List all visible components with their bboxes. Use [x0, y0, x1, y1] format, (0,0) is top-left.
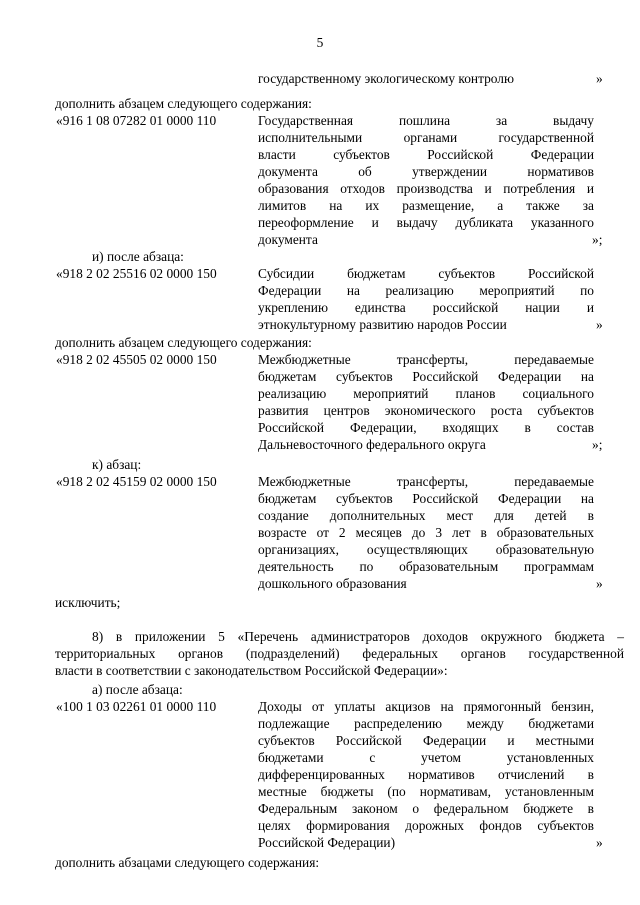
paragraph-line: 8) в приложении 5 «Перечень администраторов доходов окружного бюджета – [92, 629, 624, 644]
plain-line: дополнить абзацем следующего содержания: [55, 96, 312, 111]
closing-quote: » [596, 835, 603, 850]
paragraph-line: территориальных органов (подразделений) федеральных органов государственной [55, 646, 624, 661]
entry-text-line: Субсидии бюджетам субъектов Российской [258, 266, 594, 281]
closing-quote: »; [592, 437, 603, 452]
entry-text-line: укреплению единства российской нации и [258, 300, 594, 315]
entry-text-line: государственному экологическому контролю [258, 71, 514, 86]
entry-text-line: переоформление и выдачу дубликата указанного [258, 215, 594, 230]
entry-text-line: создание дополнительных мест для детей в [258, 508, 594, 523]
entry-text-line: лимитов на их размещение, а также за [258, 198, 594, 213]
plain-line: а) после абзаца: [92, 682, 183, 697]
entry-text-line: реализацию мероприятий планов социального [258, 386, 594, 401]
plain-line: дополнить абзацами следующего содержания: [55, 855, 320, 870]
plain-line: и) после абзаца: [92, 249, 184, 264]
closing-quote: » [596, 71, 603, 86]
entry-text-line: этнокультурному развитию народов России [258, 317, 507, 332]
entry-text-line: Федерации на реализацию мероприятий по [258, 283, 594, 298]
budget-code: «916 1 08 07282 01 0000 110 [56, 113, 217, 128]
entry-text-line: целях формирования дорожных фондов субъектов [258, 818, 594, 833]
entry-text-line: документа об утверждении нормативов [258, 164, 594, 179]
entry-text-line: Российской Федерации, входящих в состав [258, 420, 594, 435]
entry-text-line: бюджетами с учетом установленных [258, 750, 594, 765]
budget-code: «918 2 02 45505 02 0000 150 [56, 352, 217, 367]
entry-text-line: подлежащие распределению между бюджетами [258, 716, 594, 731]
entry-text-line: Федеральным законом о федеральном бюджете в [258, 801, 594, 816]
entry-text-line: дифференцированных нормативов отчислений в [258, 767, 594, 782]
closing-quote: » [596, 317, 603, 332]
entry-text-line: Межбюджетные трансферты, передаваемые [258, 474, 594, 489]
entry-text-line: местные бюджеты (по нормативам, установленным [258, 784, 594, 799]
entry-text-line: субъектов Российской Федерации и местными [258, 733, 594, 748]
entry-text-line: развития центров экономического роста субъектов [258, 403, 594, 418]
entry-text-line: возрасте от 2 месяцев до 3 лет в образовательных [258, 525, 594, 540]
plain-line: дополнить абзацем следующего содержания: [55, 335, 312, 350]
budget-code: «918 2 02 45159 02 0000 150 [56, 474, 217, 489]
page-number: 5 [316, 35, 324, 50]
entry-text-line: Межбюджетные трансферты, передаваемые [258, 352, 594, 367]
closing-quote: »; [592, 232, 603, 247]
budget-code: «918 2 02 25516 02 0000 150 [56, 266, 217, 281]
entry-text-line: Российской Федерации) [258, 835, 396, 850]
entry-text-line: дошкольного образования [258, 576, 407, 591]
entry-text-line: Государственная пошлина за выдачу [258, 113, 594, 128]
entry-text-line: власти субъектов Российской Федерации [258, 147, 594, 162]
entry-text-line: Дальневосточного федерального округа [258, 437, 486, 452]
paragraph-line: власти в соответствии с законодательством Российской Федерации»: [55, 663, 448, 678]
entry-text-line: деятельность по образовательным программам [258, 559, 594, 574]
entry-text-line: Доходы от уплаты акцизов на прямогонный бензин, [258, 699, 594, 714]
entry-text-line: документа [258, 232, 318, 247]
entry-text-line: бюджетам субъектов Российской Федерации на [258, 369, 594, 384]
entry-text-line: образования отходов производства и потребления и [258, 181, 594, 196]
budget-code: «100 1 03 02261 01 0000 110 [56, 699, 217, 714]
plain-line: исключить; [55, 595, 121, 610]
entry-text-line: бюджетам субъектов Российской Федерации на [258, 491, 594, 506]
closing-quote: » [596, 576, 603, 591]
entry-text-line: организациях, осуществляющих образовательную [258, 542, 594, 557]
plain-line: к) абзац: [92, 457, 142, 472]
entry-text-line: исполнительными органами государственной [258, 130, 594, 145]
